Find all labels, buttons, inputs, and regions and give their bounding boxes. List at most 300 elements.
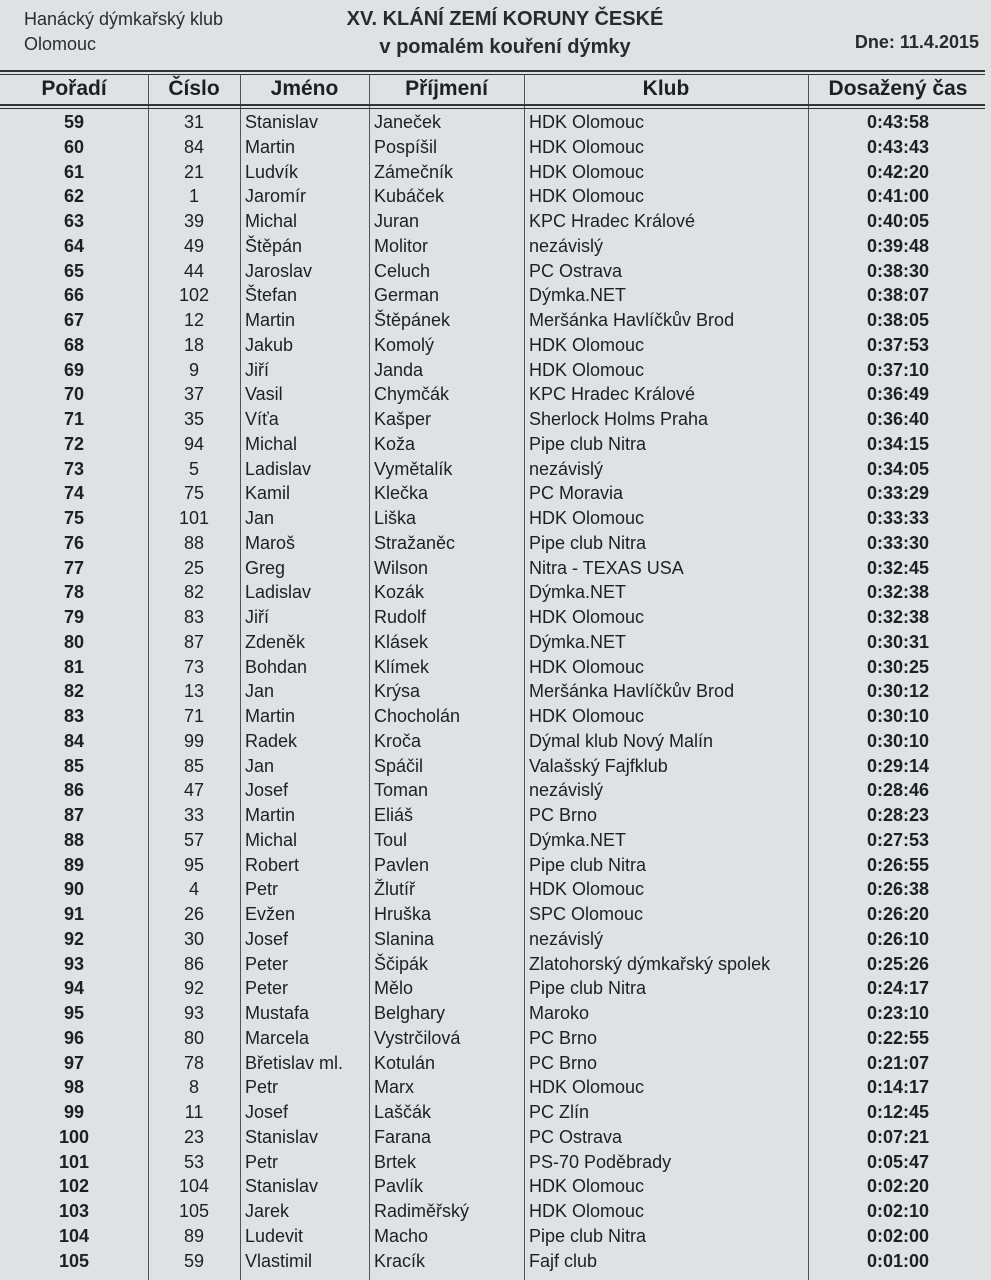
cell-rank: 97 [63,1052,85,1073]
cell-number: 26 [183,904,205,924]
table-top-rule [0,70,985,72]
table-row [0,630,991,655]
cell-number: 89 [183,1225,205,1246]
cell-time: 0:34:15 [866,433,930,454]
cell-last-name: Vystrčilová [374,1027,461,1048]
table-row [0,135,991,160]
cell-number: 71 [183,706,205,726]
cell-number: 9 [188,359,199,380]
table-row [0,1001,991,1026]
cell-time: 0:26:10 [866,928,930,949]
cell-rank: 62 [63,186,85,207]
cell-club: Dýmka.NET [529,631,627,652]
cell-time: 0:38:30 [866,260,930,281]
cell-last-name: Molitor [374,235,429,256]
cell-club: HDK Olomouc [529,1201,645,1221]
cell-time: 0:42:20 [866,161,930,182]
cell-time: 0:43:43 [866,136,930,157]
cell-time: 0:34:05 [866,458,930,479]
table-row [0,1125,991,1150]
cell-club: SPC Olomouc [529,904,644,924]
organizer [24,7,223,57]
results-table-body [0,110,991,1273]
cell-rank: 102 [58,1176,90,1197]
table-row [0,1224,991,1249]
table-row [0,605,991,630]
cell-last-name: Juran [374,211,420,231]
cell-club: KPC Hradec Králové [529,384,696,405]
cell-club: nezávislý [529,235,604,256]
table-row [0,580,991,605]
cell-first-name: Vlastimil [245,1250,313,1271]
cell-club: HDK Olomouc [529,359,645,380]
cell-time: 0:33:33 [866,508,930,528]
table-row [0,308,991,333]
cell-last-name: Pospíšil [374,136,438,157]
header-last-name: Příjmení [405,77,488,100]
cell-rank: 70 [63,384,85,405]
cell-first-name: Radek [245,730,298,751]
cell-first-name: Ladislav [245,458,312,479]
cell-first-name: Břetislav ml. [245,1052,344,1073]
cell-last-name: Štěpánek [374,310,451,330]
cell-time: 0:32:38 [866,582,930,603]
cell-first-name: Greg [245,557,286,578]
cell-first-name: Zdeněk [245,631,306,652]
cell-number: 33 [183,805,205,825]
cell-last-name: Klásek [374,631,429,652]
cell-time: 0:41:00 [866,186,930,207]
cell-last-name: Eliáš [374,805,414,825]
cell-rank: 64 [63,235,85,256]
cell-first-name: Jarek [245,1201,290,1221]
cell-rank: 89 [63,854,85,875]
cell-rank: 82 [63,681,85,702]
header-rank: Pořadí [41,77,107,100]
cell-number: 101 [178,508,210,528]
cell-time: 0:25:26 [866,953,930,974]
cell-time: 0:37:10 [866,359,930,380]
cell-rank: 100 [58,1126,90,1147]
table-row [0,1100,991,1125]
cell-rank: 72 [63,433,85,454]
cell-first-name: Martin [245,136,296,157]
cell-club: HDK Olomouc [529,607,645,627]
cell-time: 0:36:40 [866,409,930,429]
cell-number: 95 [183,854,205,875]
cell-first-name: Jakub [245,334,294,355]
cell-first-name: Vasil [245,384,283,405]
cell-first-name: Ladislav [245,582,312,603]
cell-last-name: Janeček [374,112,442,132]
cell-rank: 75 [63,508,85,528]
cell-club: PC Zlín [529,1102,590,1122]
cell-first-name: Víťa [245,409,279,429]
cell-club: Dýmka.NET [529,582,627,603]
cell-number: 94 [183,433,205,454]
cell-rank: 98 [63,1077,85,1098]
table-row [0,853,991,878]
cell-rank: 92 [63,928,85,949]
title-line-1: XV. KLÁNÍ ZEMÍ KORUNY ČESKÉ [346,8,664,30]
cell-last-name: Koža [374,433,416,454]
cell-first-name: Martin [245,310,296,330]
cell-number: 8 [188,1077,199,1098]
cell-rank: 81 [63,656,85,677]
cell-time: 0:33:30 [866,532,930,553]
cell-number: 80 [183,1027,205,1048]
cell-number: 30 [183,928,205,949]
cell-rank: 63 [63,211,85,231]
cell-last-name: Kracík [374,1250,426,1271]
cell-last-name: Celuch [374,260,431,281]
table-header [0,76,991,104]
table-row [0,729,991,754]
cell-time: 0:39:48 [866,235,930,256]
cell-club: Dýmka.NET [529,285,627,306]
cell-first-name: Ludevit [245,1225,304,1246]
cell-first-name: Stanislav [245,1126,319,1147]
table-row [0,877,991,902]
cell-first-name: Peter [245,978,289,999]
cell-club: Pipe club Nitra [529,1225,647,1246]
cell-club: PS-70 Poděbrady [529,1151,672,1172]
table-row [0,382,991,407]
cell-rank: 86 [63,780,85,801]
cell-rank: 84 [63,730,85,751]
cell-first-name: Jaroslav [245,260,313,281]
cell-number: 39 [183,211,205,231]
cell-club: Pipe club Nitra [529,854,647,875]
table-row [0,160,991,185]
cell-time: 0:29:14 [866,755,930,776]
cell-last-name: Pavlen [374,854,430,875]
cell-time: 0:12:45 [866,1102,930,1122]
table-row [0,556,991,581]
cell-time: 0:05:47 [866,1151,930,1172]
cell-club: Meršánka Havlíčkův Brod [529,310,735,330]
cell-club: Dýmka.NET [529,829,627,850]
cell-time: 0:22:55 [866,1027,930,1048]
cell-club: Fajf club [529,1250,598,1271]
cell-time: 0:27:53 [866,829,930,850]
cell-number: 102 [178,285,210,306]
table-row [0,1150,991,1175]
cell-last-name: Farana [374,1126,432,1147]
cell-number: 37 [183,384,205,405]
cell-number: 31 [183,112,205,132]
cell-rank: 105 [58,1250,90,1271]
cell-time: 0:40:05 [866,211,930,231]
cell-first-name: Petr [245,879,279,900]
cell-rank: 68 [63,334,85,355]
cell-last-name: Belghary [374,1003,446,1023]
cell-last-name: Toman [374,780,429,801]
cell-first-name: Petr [245,1151,279,1172]
cell-time: 0:30:12 [866,681,930,702]
cell-number: 99 [183,730,205,751]
cell-rank: 61 [63,161,85,182]
cell-number: 75 [183,483,205,504]
cell-last-name: Zámečník [374,161,454,182]
cell-club: HDK Olomouc [529,112,645,132]
cell-last-name: Rudolf [374,607,427,627]
table-row [0,754,991,779]
cell-club: HDK Olomouc [529,186,645,207]
table-row [0,234,991,259]
cell-club: PC Ostrava [529,1126,623,1147]
cell-first-name: Marcela [245,1027,310,1048]
table-row [0,828,991,853]
cell-last-name: Kozák [374,582,425,603]
table-row [0,1075,991,1100]
cell-rank: 88 [63,829,85,850]
cell-first-name: Jan [245,681,275,702]
cell-club: nezávislý [529,928,604,949]
cell-club: PC Brno [529,805,598,825]
cell-last-name: Ščipák [374,953,429,974]
cell-number: 85 [183,755,205,776]
cell-time: 0:02:20 [866,1176,930,1197]
table-row [0,209,991,234]
cell-last-name: Stražaněc [374,532,456,553]
cell-number: 87 [183,631,205,652]
cell-time: 0:30:10 [866,706,930,726]
cell-club: HDK Olomouc [529,656,645,677]
cell-first-name: Josef [245,780,289,801]
cell-last-name: Janda [374,359,424,380]
cell-club: PC Moravia [529,483,624,504]
cell-last-name: Brtek [374,1151,417,1172]
cell-first-name: Stanislav [245,1176,319,1197]
cell-first-name: Robert [245,854,300,875]
cell-first-name: Peter [245,953,289,974]
cell-number: 86 [183,953,205,974]
cell-club: Sherlock Holms Praha [529,409,709,429]
header-bottom-rule [0,104,985,106]
cell-last-name: Hruška [374,904,432,924]
cell-number: 84 [183,136,205,157]
table-row [0,679,991,704]
table-row [0,976,991,1001]
table-row [0,1051,991,1076]
organizer-line-1: Hanácký dýmkařský klub [24,9,224,29]
cell-first-name: Jaromír [245,186,307,207]
header-club: Klub [642,77,690,100]
cell-club: Valašský Fajfklub [529,755,668,776]
cell-rank: 87 [63,805,85,825]
cell-number: 25 [183,557,205,578]
cell-last-name: Žlutíř [374,879,416,900]
cell-number: 53 [183,1151,205,1172]
cell-first-name: Jiří [245,607,269,627]
cell-number: 4 [188,879,199,900]
cell-club: Pipe club Nitra [529,433,647,454]
table-row [0,1026,991,1051]
header-time: Dosažený čas [828,77,968,100]
cell-rank: 95 [63,1003,85,1023]
cell-rank: 77 [63,557,85,578]
cell-first-name: Kamil [245,483,291,504]
table-row [0,432,991,457]
cell-last-name: Macho [374,1225,429,1246]
table-row [0,358,991,383]
cell-number: 73 [183,656,205,677]
cell-rank: 73 [63,458,85,479]
cell-first-name: Mustafa [245,1003,310,1023]
cell-time: 0:33:29 [866,483,930,504]
cell-first-name: Ludvík [245,161,299,182]
cell-last-name: Toul [374,829,408,850]
cell-club: HDK Olomouc [529,1077,645,1098]
cell-last-name: Chymčák [374,384,450,405]
cell-number: 5 [188,458,199,479]
cell-time: 0:26:55 [866,854,930,875]
cell-last-name: Chocholán [374,706,461,726]
cell-last-name: Marx [374,1077,414,1098]
table-row [0,902,991,927]
cell-number: 57 [183,829,205,850]
cell-first-name: Bohdan [245,656,308,677]
cell-time: 0:43:58 [866,112,930,132]
cell-time: 0:26:20 [866,904,930,924]
cell-club: HDK Olomouc [529,161,645,182]
table-row [0,333,991,358]
header-bottom-rule-inner [0,108,985,109]
table-row [0,952,991,977]
cell-time: 0:30:10 [866,730,930,751]
header-number: Číslo [168,77,220,100]
cell-last-name: Mělo [374,978,414,999]
cell-first-name: Josef [245,928,289,949]
cell-first-name: Jan [245,508,275,528]
table-row [0,283,991,308]
cell-first-name: Maroš [245,532,296,553]
cell-club: HDK Olomouc [529,508,645,528]
table-row [0,1199,991,1224]
cell-club: PC Ostrava [529,260,623,281]
cell-last-name: Liška [374,508,417,528]
cell-time: 0:01:00 [866,1250,930,1271]
table-row [0,407,991,432]
cell-number: 59 [183,1250,205,1271]
cell-club: Pipe club Nitra [529,978,647,999]
cell-time: 0:26:38 [866,879,930,900]
table-row [0,457,991,482]
cell-club: Nitra - TEXAS USA [529,557,684,578]
cell-club: HDK Olomouc [529,136,645,157]
cell-rank: 59 [63,112,85,132]
cell-number: 21 [183,161,205,182]
table-row [0,927,991,952]
cell-number: 78 [183,1052,205,1073]
table-row [0,655,991,680]
cell-first-name: Evžen [245,904,296,924]
cell-rank: 91 [63,904,85,924]
cell-last-name: Wilson [374,557,429,578]
cell-club: HDK Olomouc [529,706,645,726]
cell-rank: 104 [58,1225,90,1246]
cell-rank: 74 [63,483,85,504]
cell-time: 0:14:17 [866,1077,930,1098]
cell-first-name: Stanislav [245,112,319,132]
cell-number: 93 [183,1003,205,1023]
cell-club: KPC Hradec Králové [529,211,696,231]
table-row [0,1174,991,1199]
cell-club: HDK Olomouc [529,879,645,900]
table-row [0,506,991,531]
cell-number: 92 [183,978,205,999]
cell-time: 0:32:38 [866,607,930,627]
cell-first-name: Jiří [245,359,269,380]
cell-club: PC Brno [529,1052,598,1073]
cell-time: 0:28:23 [866,805,930,825]
cell-number: 12 [183,310,205,330]
cell-number: 11 [184,1102,204,1122]
organizer-line-2: Olomouc [24,34,97,54]
cell-last-name: Kubáček [374,186,445,207]
cell-club: nezávislý [529,458,604,479]
cell-last-name: Pavlík [374,1176,424,1197]
cell-last-name: Laščák [374,1102,432,1122]
table-row [0,184,991,209]
cell-number: 105 [178,1201,210,1221]
cell-club: Dýmal klub Nový Malín [529,730,714,751]
cell-first-name: Josef [245,1102,289,1122]
table-row [0,704,991,729]
cell-number: 82 [183,582,205,603]
document-title [300,5,710,61]
cell-last-name: Vymětalík [374,458,453,479]
cell-rank: 85 [63,755,85,776]
cell-last-name: Kotulán [374,1052,436,1073]
table-row [0,531,991,556]
cell-rank: 66 [63,285,85,306]
cell-first-name: Martin [245,805,296,825]
table-row [0,481,991,506]
cell-last-name: Slanina [374,928,435,949]
cell-club: nezávislý [529,780,604,801]
cell-rank: 83 [63,706,85,726]
cell-last-name: German [374,285,440,306]
cell-last-name: Klečka [374,483,429,504]
cell-rank: 80 [63,631,85,652]
cell-number: 104 [178,1176,210,1197]
table-row [0,259,991,284]
cell-last-name: Klímek [374,656,430,677]
cell-time: 0:38:05 [866,310,930,330]
table-row [0,110,991,135]
cell-rank: 65 [63,260,85,281]
cell-rank: 101 [58,1151,90,1172]
cell-time: 0:30:25 [866,656,930,677]
cell-first-name: Michal [245,433,298,454]
cell-club: PC Brno [529,1027,598,1048]
cell-rank: 103 [58,1201,90,1221]
cell-time: 0:23:10 [866,1003,930,1023]
cell-club: HDK Olomouc [529,1176,645,1197]
cell-time: 0:32:45 [866,557,930,578]
cell-first-name: Michal [245,829,298,850]
cell-club: Maroko [529,1003,590,1023]
table-row [0,1249,991,1274]
cell-rank: 79 [63,607,85,627]
cell-number: 44 [183,260,205,281]
cell-rank: 60 [63,136,85,157]
event-date: Dne: 11.4.2015 [854,32,979,52]
cell-club: Pipe club Nitra [529,532,647,553]
cell-last-name: Kroča [374,730,422,751]
